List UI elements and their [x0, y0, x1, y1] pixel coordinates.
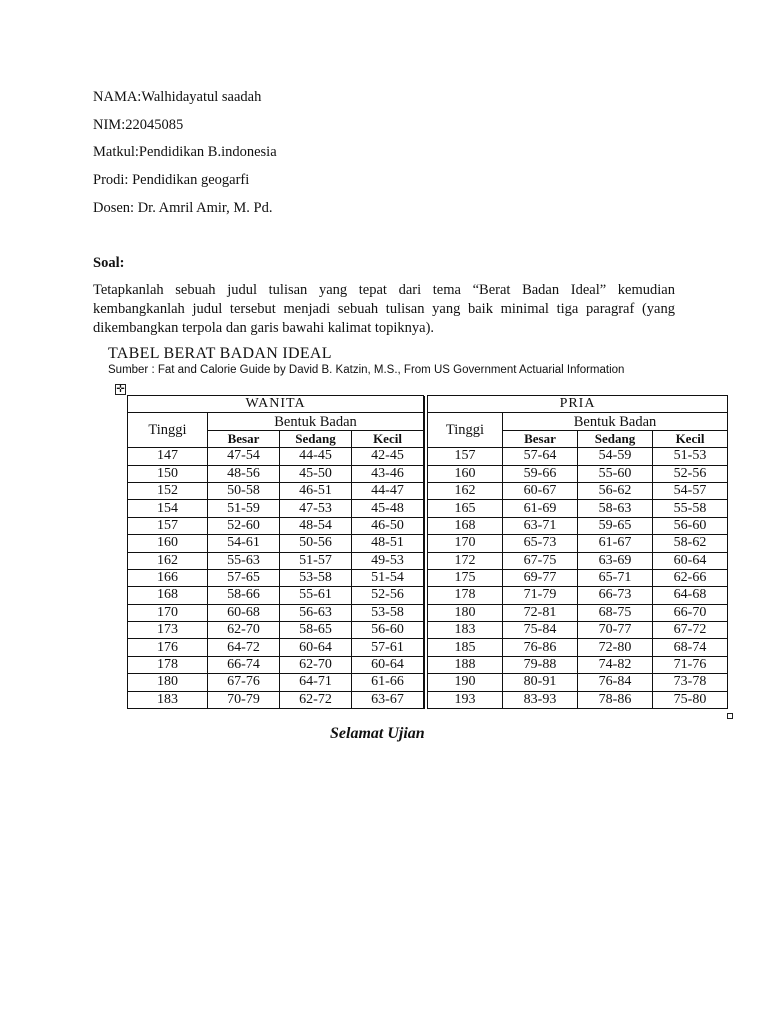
wanita-tinggi-cell: 166	[128, 569, 208, 586]
wanita-sedang-cell: 46-51	[280, 482, 352, 499]
wanita-kecil-cell: 56-60	[352, 622, 424, 639]
closing-text: Selamat Ujian	[330, 725, 425, 742]
wanita-sedang-cell: 51-57	[280, 552, 352, 569]
table-title: TABEL BERAT BADAN IDEAL	[108, 345, 332, 362]
wanita-besar-cell: 62-70	[208, 622, 280, 639]
wanita-sedang-cell: 60-64	[280, 639, 352, 656]
pria-besar-cell: 59-66	[503, 465, 578, 482]
pria-besar-cell: 60-67	[503, 482, 578, 499]
table-row	[425, 622, 728, 639]
wanita-kecil-cell: 60-64	[352, 656, 424, 673]
table-row	[128, 639, 424, 656]
wanita-besar-cell: 55-63	[208, 552, 280, 569]
pria-sedang-cell: 78-86	[578, 691, 653, 708]
table-row	[128, 517, 424, 534]
pria-group-header: PRIA	[428, 396, 728, 413]
pria-kecil-cell: 62-66	[653, 569, 728, 586]
pria-sedang-cell: 74-82	[578, 656, 653, 673]
pria-tinggi-cell: 162	[428, 482, 503, 499]
wanita-tinggi-cell: 154	[128, 500, 208, 517]
pria-sedang-cell: 56-62	[578, 482, 653, 499]
pria-kecil-cell: 58-62	[653, 535, 728, 552]
wanita-besar-cell: 64-72	[208, 639, 280, 656]
wanita-tinggi-cell: 173	[128, 622, 208, 639]
table-row	[128, 465, 424, 482]
table-row	[425, 500, 728, 517]
wanita-tinggi-cell: 162	[128, 552, 208, 569]
wanita-kecil-cell: 49-53	[352, 552, 424, 569]
table-row	[128, 482, 424, 499]
pria-sedang-cell: 76-84	[578, 674, 653, 691]
table-resize-handle[interactable]	[727, 713, 733, 719]
pria-tinggi-cell: 160	[428, 465, 503, 482]
wanita-sedang-cell: 58-65	[280, 622, 352, 639]
pria-kecil-cell: 67-72	[653, 622, 728, 639]
lecturer-name: Dosen: Dr. Amril Amir, M. Pd.	[93, 200, 273, 216]
question-heading: Soal:	[93, 255, 125, 271]
wanita-besar-cell: 66-74	[208, 656, 280, 673]
pria-kecil-cell: 66-70	[653, 604, 728, 621]
table-row	[425, 448, 728, 465]
table-row	[425, 535, 728, 552]
wanita-sedang-cell: 47-53	[280, 500, 352, 517]
wanita-tinggi-cell: 176	[128, 639, 208, 656]
pria-tinggi-cell: 168	[428, 517, 503, 534]
table-row	[128, 569, 424, 586]
wanita-besar-cell: 48-56	[208, 465, 280, 482]
pria-col-kecil: Kecil	[653, 430, 728, 447]
table-source: Sumber : Fat and Calorie Guide by David B. Katzin, M.S., From US Government Actuarial Information	[108, 364, 625, 376]
wanita-group-header: WANITA	[128, 396, 424, 413]
table-row	[425, 587, 728, 604]
pria-besar-cell: 72-81	[503, 604, 578, 621]
pria-tinggi-cell: 170	[428, 535, 503, 552]
wanita-col-sedang: Sedang	[280, 430, 352, 447]
wanita-besar-cell: 58-66	[208, 587, 280, 604]
pria-kecil-cell: 56-60	[653, 517, 728, 534]
wanita-kecil-cell: 63-67	[352, 691, 424, 708]
pria-besar-cell: 69-77	[503, 569, 578, 586]
pria-sedang-cell: 65-71	[578, 569, 653, 586]
question-line: dikembangkan terpola dan garis bawahi kalimat topiknya).	[93, 320, 435, 336]
course-name: Matkul:Pendidikan B.indonesia	[93, 144, 277, 160]
table-row	[425, 517, 728, 534]
pria-tinggi-cell: 165	[428, 500, 503, 517]
pria-table	[424, 395, 728, 709]
pria-tinggi-cell: 180	[428, 604, 503, 621]
table-row	[128, 674, 424, 691]
wanita-kecil-cell: 44-47	[352, 482, 424, 499]
wanita-besar-cell: 60-68	[208, 604, 280, 621]
wanita-tinggi-cell: 168	[128, 587, 208, 604]
wanita-tinggi-cell: 150	[128, 465, 208, 482]
pria-bentuk-header: Bentuk Badan	[503, 413, 728, 430]
pria-kecil-cell: 54-57	[653, 482, 728, 499]
pria-besar-cell: 79-88	[503, 656, 578, 673]
pria-kecil-cell: 73-78	[653, 674, 728, 691]
table-row	[128, 448, 424, 465]
wanita-kecil-cell: 46-50	[352, 517, 424, 534]
table-row	[425, 656, 728, 673]
wanita-sedang-cell: 62-70	[280, 656, 352, 673]
pria-kecil-cell: 64-68	[653, 587, 728, 604]
pria-tinggi-cell: 172	[428, 552, 503, 569]
wanita-sedang-cell: 50-56	[280, 535, 352, 552]
pria-besar-cell: 76-86	[503, 639, 578, 656]
wanita-sedang-cell: 55-61	[280, 587, 352, 604]
wanita-kecil-cell: 48-51	[352, 535, 424, 552]
table-row	[128, 656, 424, 673]
wanita-kecil-cell: 53-58	[352, 604, 424, 621]
pria-tinggi-cell: 183	[428, 622, 503, 639]
pria-sedang-cell: 66-73	[578, 587, 653, 604]
wanita-sedang-cell: 56-63	[280, 604, 352, 621]
pria-besar-cell: 83-93	[503, 691, 578, 708]
pria-kecil-cell: 60-64	[653, 552, 728, 569]
wanita-besar-cell: 50-58	[208, 482, 280, 499]
table-row	[425, 552, 728, 569]
pria-kecil-cell: 71-76	[653, 656, 728, 673]
wanita-besar-cell: 51-59	[208, 500, 280, 517]
pria-tinggi-cell: 185	[428, 639, 503, 656]
table-move-handle-icon[interactable]: ✛	[116, 384, 125, 395]
wanita-sedang-cell: 45-50	[280, 465, 352, 482]
table-row	[128, 622, 424, 639]
wanita-tinggi-cell: 183	[128, 691, 208, 708]
pria-tinggi-cell: 190	[428, 674, 503, 691]
pria-tinggi-header: Tinggi	[428, 413, 503, 448]
wanita-kecil-cell: 45-48	[352, 500, 424, 517]
pria-besar-cell: 61-69	[503, 500, 578, 517]
pria-besar-cell: 67-75	[503, 552, 578, 569]
pria-sedang-cell: 59-65	[578, 517, 653, 534]
pria-besar-cell: 75-84	[503, 622, 578, 639]
table-row	[128, 535, 424, 552]
pria-col-besar: Besar	[503, 430, 578, 447]
wanita-kecil-cell: 52-56	[352, 587, 424, 604]
pria-tinggi-cell: 175	[428, 569, 503, 586]
table-row	[128, 587, 424, 604]
pria-kecil-cell: 68-74	[653, 639, 728, 656]
table-row	[425, 482, 728, 499]
wanita-besar-cell: 57-65	[208, 569, 280, 586]
wanita-besar-cell: 47-54	[208, 448, 280, 465]
wanita-besar-cell: 52-60	[208, 517, 280, 534]
study-program: Prodi: Pendidikan geogarfi	[93, 172, 250, 188]
student-nim: NIM:22045085	[93, 117, 184, 133]
wanita-tinggi-cell: 160	[128, 535, 208, 552]
pria-tinggi-cell: 157	[428, 448, 503, 465]
question-text	[93, 281, 675, 338]
wanita-tinggi-cell: 157	[128, 517, 208, 534]
pria-tinggi-cell: 178	[428, 587, 503, 604]
wanita-kecil-cell: 57-61	[352, 639, 424, 656]
wanita-tinggi-cell: 147	[128, 448, 208, 465]
wanita-besar-cell: 67-76	[208, 674, 280, 691]
pria-sedang-cell: 61-67	[578, 535, 653, 552]
wanita-kecil-cell: 43-46	[352, 465, 424, 482]
wanita-tinggi-cell: 152	[128, 482, 208, 499]
pria-sedang-cell: 55-60	[578, 465, 653, 482]
table-row	[425, 604, 728, 621]
pria-kecil-cell: 55-58	[653, 500, 728, 517]
wanita-col-kecil: Kecil	[352, 430, 424, 447]
table-row	[128, 552, 424, 569]
pria-sedang-cell: 70-77	[578, 622, 653, 639]
pria-besar-cell: 80-91	[503, 674, 578, 691]
wanita-kecil-cell: 61-66	[352, 674, 424, 691]
wanita-sedang-cell: 62-72	[280, 691, 352, 708]
table-row	[425, 465, 728, 482]
table-row	[128, 604, 424, 621]
pria-kecil-cell: 51-53	[653, 448, 728, 465]
pria-tinggi-cell: 188	[428, 656, 503, 673]
wanita-bentuk-header: Bentuk Badan	[208, 413, 424, 430]
wanita-sedang-cell: 53-58	[280, 569, 352, 586]
wanita-table	[127, 395, 424, 709]
wanita-kecil-cell: 42-45	[352, 448, 424, 465]
wanita-kecil-cell: 51-54	[352, 569, 424, 586]
pria-sedang-cell: 68-75	[578, 604, 653, 621]
wanita-tinggi-cell: 180	[128, 674, 208, 691]
wanita-col-besar: Besar	[208, 430, 280, 447]
pria-besar-cell: 57-64	[503, 448, 578, 465]
question-line: kembangkanlah judul tersebut menjadi sebuah tulisan yang baik minimal tiga paragraf (yang	[93, 301, 675, 317]
pria-kecil-cell: 52-56	[653, 465, 728, 482]
student-name: NAMA:Walhidayatul saadah	[93, 89, 262, 105]
pria-besar-cell: 63-71	[503, 517, 578, 534]
pria-sedang-cell: 58-63	[578, 500, 653, 517]
wanita-sedang-cell: 64-71	[280, 674, 352, 691]
wanita-tinggi-cell: 178	[128, 656, 208, 673]
wanita-sedang-cell: 44-45	[280, 448, 352, 465]
wanita-besar-cell: 70-79	[208, 691, 280, 708]
pria-kecil-cell: 75-80	[653, 691, 728, 708]
table-row	[425, 639, 728, 656]
wanita-tinggi-cell: 170	[128, 604, 208, 621]
pria-sedang-cell: 54-59	[578, 448, 653, 465]
wanita-sedang-cell: 48-54	[280, 517, 352, 534]
table-row	[128, 500, 424, 517]
question-line: Tetapkanlah sebuah judul tulisan yang tepat dari tema “Berat Badan Ideal” kemudian	[93, 282, 675, 298]
pria-tinggi-cell: 193	[428, 691, 503, 708]
wanita-besar-cell: 54-61	[208, 535, 280, 552]
pria-sedang-cell: 72-80	[578, 639, 653, 656]
table-row	[425, 691, 728, 708]
table-row	[128, 691, 424, 708]
pria-sedang-cell: 63-69	[578, 552, 653, 569]
pria-besar-cell: 65-73	[503, 535, 578, 552]
table-row	[425, 674, 728, 691]
table-row	[425, 569, 728, 586]
pria-col-sedang: Sedang	[578, 430, 653, 447]
pria-besar-cell: 71-79	[503, 587, 578, 604]
wanita-tinggi-header: Tinggi	[128, 413, 208, 448]
